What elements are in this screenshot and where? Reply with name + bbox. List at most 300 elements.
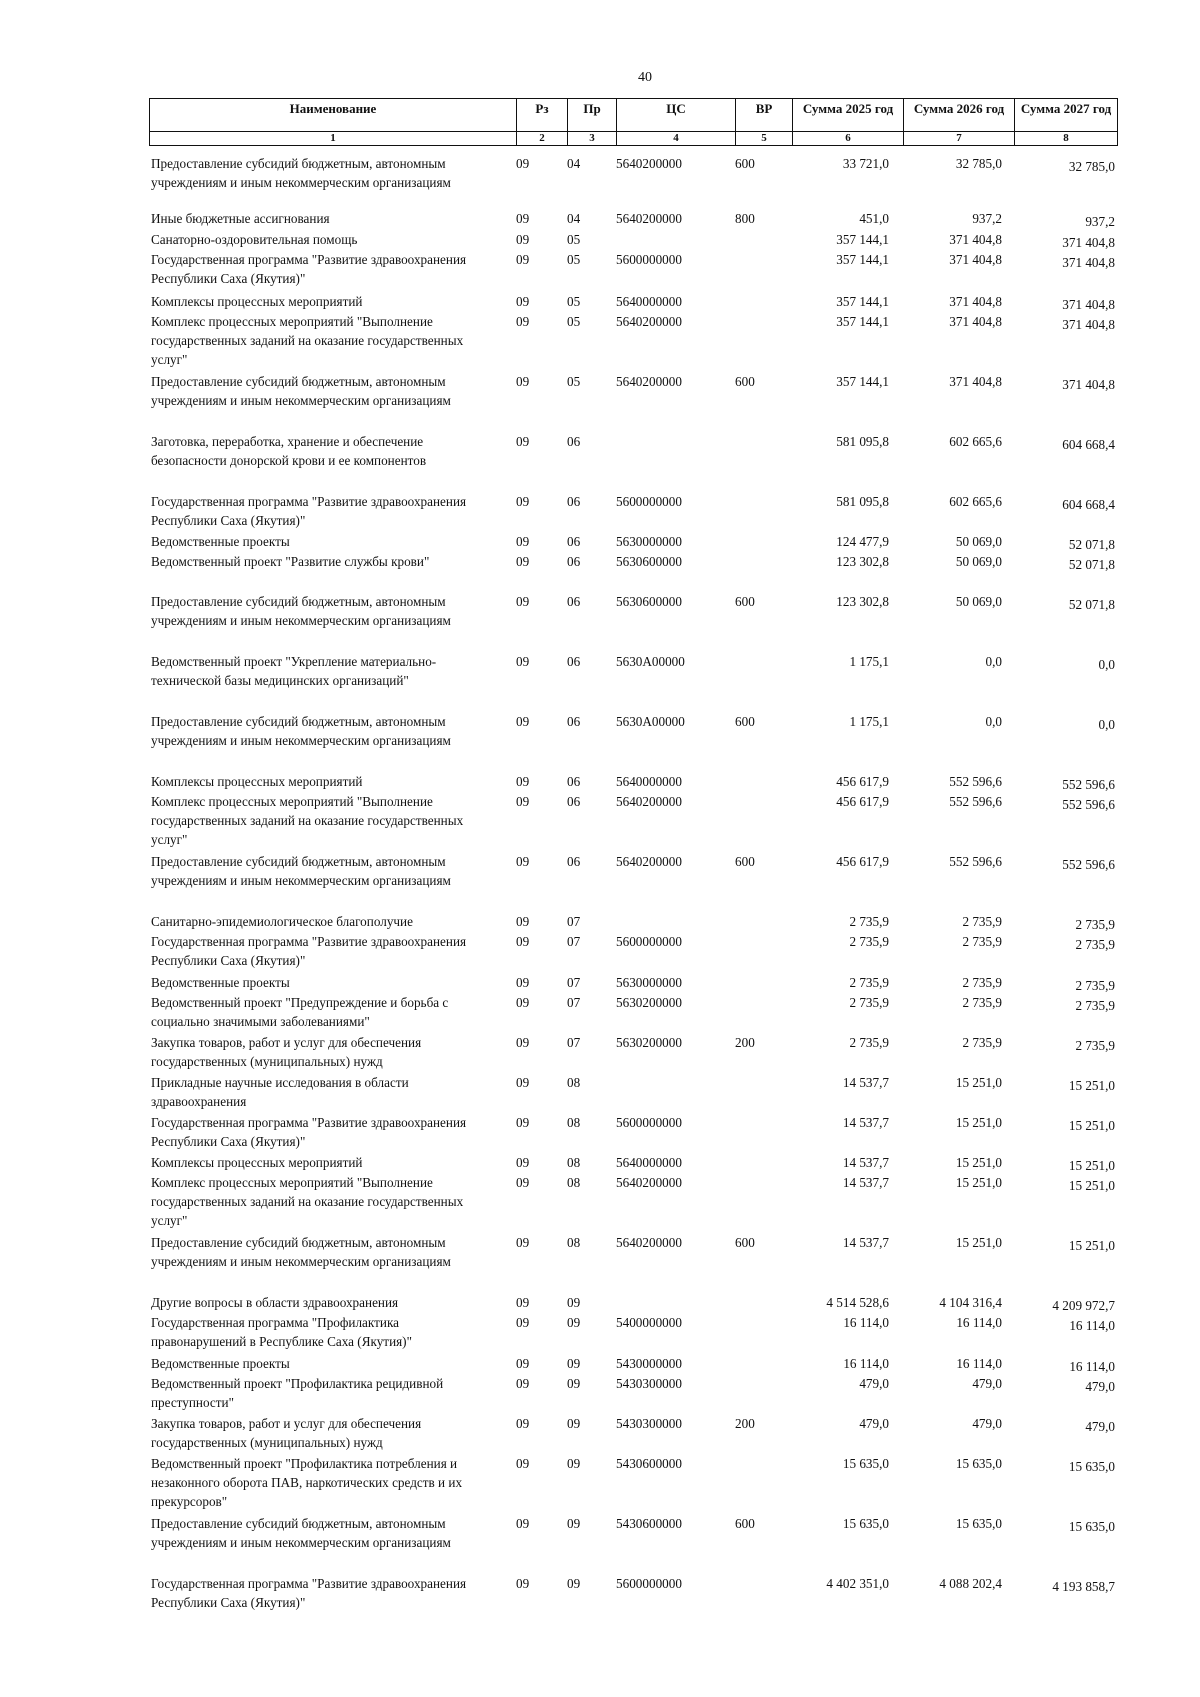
row-rz: 09 (516, 1295, 530, 1310)
row-sum-2026: 4 088 202,4 (939, 1576, 1002, 1591)
row-pr: 06 (567, 714, 581, 729)
table-row (149, 532, 1117, 552)
table-row (149, 1374, 1117, 1414)
row-pr: 07 (567, 1035, 581, 1050)
table-row (149, 1153, 1117, 1173)
row-sum-2027: 16 114,0 (1069, 1318, 1115, 1333)
row-rz: 09 (516, 1075, 530, 1090)
row-sum-2027: 371 404,8 (1062, 317, 1115, 332)
row-name: Комплексы процессных мероприятий (151, 1155, 363, 1170)
row-sum-2027: 0,0 (1098, 657, 1115, 672)
col-header-rz: Рз (517, 99, 568, 132)
row-sum-2025: 33 721,0 (842, 156, 889, 171)
row-sum-2025: 456 617,9 (836, 794, 889, 809)
row-name: Ведомственный проект "Профилактика рецидивной преступности" (151, 1376, 444, 1410)
col-header-name: Наименование (150, 99, 517, 132)
row-name: Предоставление субсидий бюджетным, автономным учреждениям и иным некоммерческим организациям (151, 156, 451, 190)
col-number-2: 2 (517, 132, 568, 146)
table-row (149, 230, 1117, 250)
row-vr: 800 (735, 211, 755, 226)
table-row (149, 372, 1117, 432)
row-rz: 09 (516, 554, 530, 569)
row-rz: 09 (516, 232, 530, 247)
col-number-4: 4 (617, 132, 736, 146)
col-number-3: 3 (568, 132, 617, 146)
row-cs: 5640200000 (616, 374, 682, 389)
table-row (149, 492, 1117, 532)
row-sum-2027: 52 071,8 (1068, 597, 1115, 612)
row-sum-2027: 371 404,8 (1062, 255, 1115, 270)
row-sum-2026: 15 251,0 (955, 1155, 1002, 1170)
row-sum-2025: 2 735,9 (849, 995, 889, 1010)
row-sum-2025: 123 302,8 (836, 554, 889, 569)
row-sum-2026: 371 404,8 (949, 294, 1002, 309)
row-sum-2027: 15 251,0 (1068, 1078, 1115, 1093)
row-vr: 600 (735, 374, 755, 389)
row-rz: 09 (516, 1175, 530, 1190)
row-sum-2026: 50 069,0 (955, 534, 1002, 549)
col-header-sum-2025: Сумма 2025 год (793, 99, 904, 132)
row-sum-2026: 2 735,9 (962, 995, 1002, 1010)
row-pr: 04 (567, 156, 581, 171)
row-name: Государственная программа "Развитие здравоохранения Республики Саха (Якутия)" (151, 494, 467, 528)
row-cs: 5430600000 (616, 1456, 682, 1471)
row-pr: 06 (567, 794, 581, 809)
row-cs: 5640200000 (616, 211, 682, 226)
row-cs: 5630000000 (616, 534, 682, 549)
row-rz: 09 (516, 914, 530, 929)
col-header-cs: ЦС (617, 99, 736, 132)
row-cs: 5640200000 (616, 794, 682, 809)
row-name: Закупка товаров, работ и услуг для обеспечения государственных (муниципальных) нужд (151, 1035, 422, 1069)
row-sum-2026: 602 665,6 (949, 434, 1002, 449)
row-sum-2026: 15 251,0 (955, 1235, 1002, 1250)
row-rz: 09 (516, 934, 530, 949)
col-header-sum-2026: Сумма 2026 год (904, 99, 1015, 132)
row-sum-2025: 581 095,8 (836, 434, 889, 449)
row-rz: 09 (516, 314, 530, 329)
table-row (149, 592, 1117, 652)
table-row (149, 973, 1117, 993)
row-sum-2025: 357 144,1 (836, 314, 889, 329)
row-pr: 06 (567, 534, 581, 549)
row-sum-2025: 4 402 351,0 (826, 1576, 889, 1591)
table-row (149, 250, 1117, 292)
row-sum-2027: 371 404,8 (1062, 235, 1115, 250)
row-cs: 5600000000 (616, 252, 682, 267)
table-row (149, 792, 1117, 852)
row-sum-2027: 52 071,8 (1068, 557, 1115, 572)
row-rz: 09 (516, 156, 530, 171)
row-cs: 5640200000 (616, 1175, 682, 1190)
row-name: Предоставление субсидий бюджетным, автономным учреждениям и иным некоммерческим организациям (151, 1235, 451, 1269)
row-rz: 09 (516, 1235, 530, 1250)
row-vr: 200 (735, 1416, 755, 1431)
row-sum-2025: 14 537,7 (842, 1115, 889, 1130)
row-sum-2025: 451,0 (859, 211, 889, 226)
row-sum-2027: 15 251,0 (1068, 1118, 1115, 1133)
row-sum-2026: 15 251,0 (955, 1175, 1002, 1190)
row-sum-2026: 371 404,8 (949, 232, 1002, 247)
row-cs: 5630000000 (616, 975, 682, 990)
row-pr: 09 (567, 1315, 581, 1330)
row-sum-2025: 357 144,1 (836, 232, 889, 247)
table-row (149, 432, 1117, 492)
row-name: Заготовка, переработка, хранение и обеспечение безопасности донорской крови и ее компонентов (151, 434, 427, 468)
row-name: Ведомственный проект "Укрепление материально-технической базы медицинских организаций" (151, 654, 437, 688)
row-rz: 09 (516, 1155, 530, 1170)
row-sum-2026: 2 735,9 (962, 934, 1002, 949)
page-number: 40 (638, 70, 652, 85)
row-rz: 09 (516, 434, 530, 449)
row-sum-2026: 15 251,0 (955, 1115, 1002, 1130)
row-sum-2026: 16 114,0 (956, 1315, 1002, 1330)
row-pr: 06 (567, 434, 581, 449)
row-rz: 09 (516, 1035, 530, 1050)
row-name: Санитарно-эпидемиологическое благополучие (151, 914, 413, 929)
row-pr: 05 (567, 314, 581, 329)
row-rz: 09 (516, 252, 530, 267)
row-sum-2027: 15 251,0 (1068, 1178, 1115, 1193)
table-row (149, 1514, 1117, 1574)
row-sum-2026: 4 104 316,4 (939, 1295, 1002, 1310)
row-pr: 09 (567, 1376, 581, 1391)
table-row (149, 1173, 1117, 1233)
row-sum-2027: 0,0 (1098, 717, 1115, 732)
row-name: Ведомственный проект "Профилактика потребления и незаконного оборота ПАВ, наркотических средств и их прекурсоров" (151, 1456, 463, 1509)
row-sum-2025: 14 537,7 (842, 1075, 889, 1090)
row-sum-2025: 16 114,0 (843, 1356, 889, 1371)
row-cs: 5430000000 (616, 1356, 682, 1371)
row-sum-2025: 4 514 528,6 (826, 1295, 889, 1310)
row-cs: 5400000000 (616, 1315, 682, 1330)
row-rz: 09 (516, 654, 530, 669)
row-vr: 600 (735, 1516, 755, 1531)
table-row (149, 292, 1117, 312)
row-rz: 09 (516, 714, 530, 729)
row-sum-2027: 4 209 972,7 (1052, 1298, 1115, 1313)
row-name: Комплексы процессных мероприятий (151, 294, 363, 309)
row-pr: 08 (567, 1235, 581, 1250)
table-row (149, 1033, 1117, 1073)
row-cs: 5430600000 (616, 1516, 682, 1531)
row-sum-2026: 552 596,6 (949, 794, 1002, 809)
row-sum-2025: 357 144,1 (836, 294, 889, 309)
row-cs: 5640200000 (616, 854, 682, 869)
row-rz: 09 (516, 211, 530, 226)
row-rz: 09 (516, 534, 530, 549)
row-name: Комплекс процессных мероприятий "Выполнение государственных заданий на оказание государственных услуг" (151, 794, 464, 847)
row-pr: 08 (567, 1075, 581, 1090)
row-sum-2027: 552 596,6 (1062, 797, 1115, 812)
row-sum-2025: 456 617,9 (836, 774, 889, 789)
row-cs: 5630200000 (616, 1035, 682, 1050)
row-sum-2025: 1 175,1 (849, 654, 889, 669)
row-cs: 5640200000 (616, 314, 682, 329)
row-pr: 09 (567, 1416, 581, 1431)
row-sum-2026: 371 404,8 (949, 374, 1002, 389)
row-pr: 07 (567, 934, 581, 949)
row-name: Государственная программа "Развитие здравоохранения Республики Саха (Якутия)" (151, 934, 467, 968)
row-sum-2027: 2 735,9 (1075, 978, 1115, 993)
row-pr: 07 (567, 995, 581, 1010)
row-sum-2027: 2 735,9 (1075, 1038, 1115, 1053)
row-pr: 09 (567, 1295, 581, 1310)
row-pr: 04 (567, 211, 581, 226)
row-name: Комплекс процессных мероприятий "Выполнение государственных заданий на оказание государственных услуг" (151, 314, 464, 367)
row-rz: 09 (516, 1115, 530, 1130)
row-sum-2027: 15 251,0 (1068, 1238, 1115, 1253)
col-header-sum-2027: Сумма 2027 год (1015, 99, 1118, 132)
row-sum-2026: 2 735,9 (962, 975, 1002, 990)
row-pr: 09 (567, 1356, 581, 1371)
row-rz: 09 (516, 1315, 530, 1330)
row-cs: 5630200000 (616, 995, 682, 1010)
col-number-7: 7 (904, 132, 1015, 146)
row-name: Предоставление субсидий бюджетным, автономным учреждениям и иным некоммерческим организациям (151, 714, 451, 748)
table-row (149, 1073, 1117, 1113)
row-pr: 07 (567, 975, 581, 990)
row-sum-2025: 456 617,9 (836, 854, 889, 869)
row-sum-2025: 2 735,9 (849, 934, 889, 949)
row-pr: 06 (567, 774, 581, 789)
row-rz: 09 (516, 774, 530, 789)
row-pr: 09 (567, 1576, 581, 1591)
table-row (149, 852, 1117, 912)
row-name: Предоставление субсидий бюджетным, автономным учреждениям и иным некоммерческим организациям (151, 374, 451, 408)
row-pr: 05 (567, 294, 581, 309)
row-cs: 5640000000 (616, 294, 682, 309)
row-pr: 08 (567, 1155, 581, 1170)
row-name: Ведомственные проекты (151, 534, 290, 549)
row-sum-2027: 371 404,8 (1062, 297, 1115, 312)
row-sum-2027: 32 785,0 (1068, 159, 1115, 174)
row-sum-2027: 479,0 (1085, 1379, 1115, 1394)
row-rz: 09 (516, 1456, 530, 1471)
row-vr: 600 (735, 714, 755, 729)
row-cs: 5630A00000 (616, 714, 685, 729)
row-name: Закупка товаров, работ и услуг для обеспечения государственных (муниципальных) нужд (151, 1416, 422, 1450)
row-sum-2025: 14 537,7 (842, 1235, 889, 1250)
row-rz: 09 (516, 975, 530, 990)
row-vr: 200 (735, 1035, 755, 1050)
row-cs: 5640000000 (616, 1155, 682, 1170)
row-name: Предоставление субсидий бюджетным, автономным учреждениям и иным некоммерческим организациям (151, 854, 451, 888)
table-row (149, 993, 1117, 1033)
row-cs: 5640200000 (616, 1235, 682, 1250)
row-sum-2026: 15 635,0 (955, 1516, 1002, 1531)
row-sum-2026: 371 404,8 (949, 252, 1002, 267)
row-name: Иные бюджетные ассигнования (151, 211, 330, 226)
row-rz: 09 (516, 1416, 530, 1431)
row-name: Ведомственный проект "Развитие службы крови" (151, 554, 430, 569)
row-sum-2027: 2 735,9 (1075, 937, 1115, 952)
row-vr: 600 (735, 854, 755, 869)
row-name: Предоставление субсидий бюджетным, автономным учреждениям и иным некоммерческим организациям (151, 1516, 451, 1550)
row-pr: 09 (567, 1456, 581, 1471)
table-row (149, 1293, 1117, 1313)
row-name: Ведомственный проект "Предупреждение и борьба с социально значимыми заболеваниями" (151, 995, 449, 1029)
col-number-6: 6 (793, 132, 904, 146)
row-cs: 5430300000 (616, 1416, 682, 1431)
row-cs: 5600000000 (616, 934, 682, 949)
row-pr: 05 (567, 252, 581, 267)
row-name: Предоставление субсидий бюджетным, автономным учреждениям и иным некоммерческим организациям (151, 594, 451, 628)
row-sum-2025: 14 537,7 (842, 1155, 889, 1170)
row-rz: 09 (516, 374, 530, 389)
row-rz: 09 (516, 1376, 530, 1391)
row-rz: 09 (516, 294, 530, 309)
row-sum-2025: 124 477,9 (836, 534, 889, 549)
table-row (149, 912, 1117, 932)
row-pr: 06 (567, 554, 581, 569)
row-cs: 5430300000 (616, 1376, 682, 1391)
row-sum-2025: 479,0 (859, 1376, 889, 1391)
row-sum-2025: 2 735,9 (849, 975, 889, 990)
row-sum-2027: 15 635,0 (1068, 1519, 1115, 1534)
row-sum-2025: 581 095,8 (836, 494, 889, 509)
table-row (149, 1113, 1117, 1153)
row-cs: 5640200000 (616, 156, 682, 171)
row-sum-2025: 357 144,1 (836, 252, 889, 267)
row-sum-2025: 2 735,9 (849, 914, 889, 929)
row-pr: 05 (567, 374, 581, 389)
row-sum-2026: 2 735,9 (962, 914, 1002, 929)
table-row (149, 1354, 1117, 1374)
row-cs: 5600000000 (616, 494, 682, 509)
row-name: Другие вопросы в области здравоохранения (151, 1295, 399, 1310)
row-rz: 09 (516, 995, 530, 1010)
row-pr: 06 (567, 594, 581, 609)
row-sum-2025: 1 175,1 (849, 714, 889, 729)
row-sum-2026: 16 114,0 (956, 1356, 1002, 1371)
row-sum-2027: 2 735,9 (1075, 917, 1115, 932)
row-name: Комплексы процессных мероприятий (151, 774, 363, 789)
row-sum-2027: 552 596,6 (1062, 777, 1115, 792)
row-sum-2026: 552 596,6 (949, 854, 1002, 869)
row-sum-2026: 32 785,0 (955, 156, 1002, 171)
table-row (149, 712, 1117, 772)
row-sum-2027: 2 735,9 (1075, 998, 1115, 1013)
row-name: Государственная программа "Развитие здравоохранения Республики Саха (Якутия)" (151, 252, 467, 286)
col-header-vr: ВР (736, 99, 793, 132)
table-row (149, 932, 1117, 973)
row-vr: 600 (735, 156, 755, 171)
row-name: Ведомственные проекты (151, 1356, 290, 1371)
row-sum-2026: 50 069,0 (955, 594, 1002, 609)
table-row (149, 209, 1117, 230)
row-sum-2027: 371 404,8 (1062, 377, 1115, 392)
row-sum-2026: 937,2 (972, 211, 1002, 226)
col-number-8: 8 (1015, 132, 1118, 146)
row-pr: 06 (567, 654, 581, 669)
row-rz: 09 (516, 794, 530, 809)
row-pr: 06 (567, 494, 581, 509)
row-sum-2027: 15 251,0 (1068, 1158, 1115, 1173)
row-sum-2026: 479,0 (972, 1376, 1002, 1391)
row-sum-2026: 50 069,0 (955, 554, 1002, 569)
row-rz: 09 (516, 494, 530, 509)
row-name: Санаторно-оздоровительная помощь (151, 232, 358, 247)
row-vr: 600 (735, 594, 755, 609)
row-rz: 09 (516, 1576, 530, 1591)
row-pr: 08 (567, 1115, 581, 1130)
table-body (149, 154, 1117, 1614)
row-vr: 600 (735, 1235, 755, 1250)
row-sum-2027: 479,0 (1085, 1419, 1115, 1434)
row-sum-2026: 15 635,0 (955, 1456, 1002, 1471)
col-number-1: 1 (150, 132, 517, 146)
table-row (149, 312, 1117, 372)
row-sum-2027: 937,2 (1085, 214, 1115, 229)
row-sum-2025: 357 144,1 (836, 374, 889, 389)
row-sum-2025: 14 537,7 (842, 1175, 889, 1190)
row-sum-2026: 2 735,9 (962, 1035, 1002, 1050)
row-sum-2027: 604 668,4 (1062, 437, 1115, 452)
table-row (149, 1574, 1117, 1614)
row-sum-2025: 15 635,0 (842, 1516, 889, 1531)
table-row (149, 1313, 1117, 1354)
row-rz: 09 (516, 1356, 530, 1371)
row-sum-2027: 604 668,4 (1062, 497, 1115, 512)
row-sum-2026: 0,0 (985, 714, 1002, 729)
row-rz: 09 (516, 854, 530, 869)
row-cs: 5600000000 (616, 1115, 682, 1130)
row-sum-2026: 0,0 (985, 654, 1002, 669)
table-header (149, 98, 1118, 146)
row-rz: 09 (516, 1516, 530, 1531)
table-row (149, 154, 1117, 209)
row-sum-2025: 479,0 (859, 1416, 889, 1431)
col-header-pr: Пр (568, 99, 617, 132)
table-row (149, 552, 1117, 592)
row-name: Государственная программа "Развитие здравоохранения Республики Саха (Якутия)" (151, 1576, 467, 1610)
row-sum-2027: 52 071,8 (1068, 537, 1115, 552)
row-sum-2025: 16 114,0 (843, 1315, 889, 1330)
row-sum-2027: 16 114,0 (1069, 1359, 1115, 1374)
row-sum-2026: 371 404,8 (949, 314, 1002, 329)
row-sum-2025: 15 635,0 (842, 1456, 889, 1471)
row-rz: 09 (516, 594, 530, 609)
table-row (149, 1414, 1117, 1454)
row-name: Прикладные научные исследования в области здравоохранения (151, 1075, 409, 1109)
row-name: Государственная программа "Развитие здравоохранения Республики Саха (Якутия)" (151, 1115, 467, 1149)
row-cs: 5600000000 (616, 1576, 682, 1591)
row-sum-2027: 15 635,0 (1068, 1459, 1115, 1474)
row-pr: 07 (567, 914, 581, 929)
row-sum-2026: 479,0 (972, 1416, 1002, 1431)
row-pr: 05 (567, 232, 581, 247)
row-cs: 5640000000 (616, 774, 682, 789)
row-sum-2026: 602 665,6 (949, 494, 1002, 509)
col-number-5: 5 (736, 132, 793, 146)
row-sum-2025: 123 302,8 (836, 594, 889, 609)
row-sum-2027: 4 193 858,7 (1052, 1579, 1115, 1594)
row-pr: 08 (567, 1175, 581, 1190)
table-row (149, 1233, 1117, 1293)
row-sum-2026: 552 596,6 (949, 774, 1002, 789)
row-sum-2025: 2 735,9 (849, 1035, 889, 1050)
row-sum-2027: 552 596,6 (1062, 857, 1115, 872)
row-pr: 09 (567, 1516, 581, 1531)
row-pr: 06 (567, 854, 581, 869)
row-cs: 5630600000 (616, 594, 682, 609)
table-row (149, 652, 1117, 712)
table-row (149, 1454, 1117, 1514)
row-name: Государственная программа "Профилактика правонарушений в Республике Саха (Якутия)" (151, 1315, 412, 1349)
row-name: Комплекс процессных мероприятий "Выполнение государственных заданий на оказание государственных услуг" (151, 1175, 464, 1228)
row-name: Ведомственные проекты (151, 975, 290, 990)
